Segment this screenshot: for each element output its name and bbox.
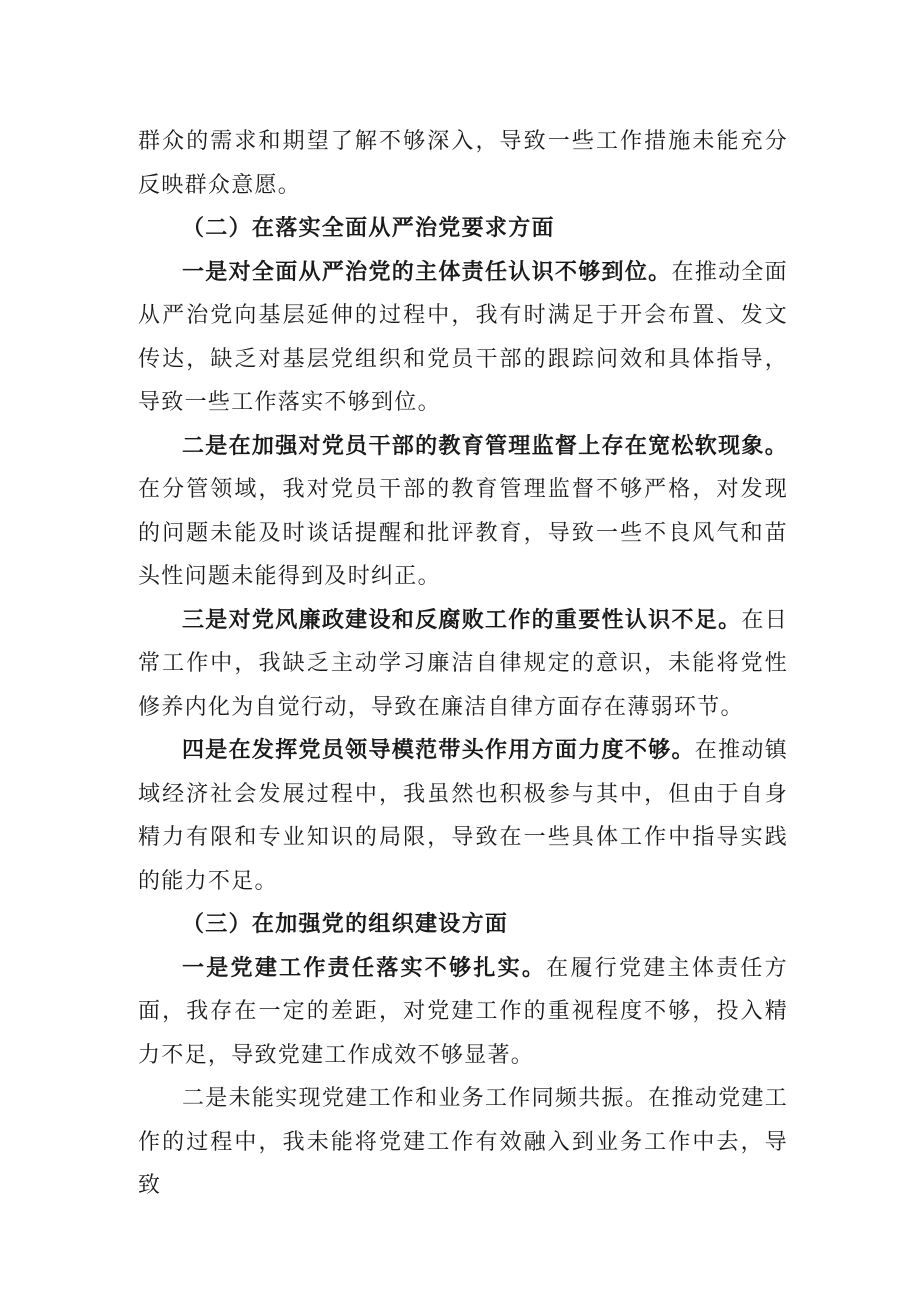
paragraph-lead: 四是在发挥党员领导模范带头作用方面力度不够。 [182,737,695,763]
paragraph-lead: 一是对全面从严治党的主体责任认识不够到位。 [182,258,672,285]
section-heading-2: （二）在落实全面从严治党要求方面 [182,215,555,241]
paragraph-item-3 [138,599,788,730]
paragraph-text: 在推动全面从严治党向基层延伸的过程中，我有时满足于开会布置、发文传达，缺乏对基层党组织和党员干部的跟踪问效和具体指导，导致一些工作落实不够到位。 [138,259,788,415]
paragraph-item-2 [138,425,788,599]
paragraph-text: 在日常工作中，我缺乏主动学习廉洁自律规定的意识，未能将党性修养内化为自觉行动，导致在廉洁自律方面存在薄弱环节。 [138,607,788,720]
paragraph-lead: 三是对党风廉政建设和反腐败工作的重要性认识不足。 [182,606,742,633]
paragraph-continuation: 群众的需求和期望了解不够深入，导致一些工作措施未能充分反映群众意愿。 [138,129,788,198]
document-body [138,120,788,1208]
paragraph-text: 在分管领域，我对党员干部的教育管理监督不够严格，对发现的问题未能及时谈话提醒和批评教育，导致一些不良风气和苗头性问题未能得到及时纠正。 [138,477,788,589]
paragraph-text: 在推动镇域经济社会发展过程中，我虽然也积极参与其中，但由于自身精力有限和专业知识的局限，导致在一些具体工作中指导实践的能力不足。 [138,738,789,894]
paragraph-item-6: 二是未能实现党建工作和业务工作同频共振。在推动党建工作的过程中，我未能将党建工作有效融入到业务工作中去，导致 [138,1086,788,1198]
paragraph-text: 在履行党建主体责任方面，我存在一定的差距，对党建工作的重视程度不够，投入精力不足，导致党建工作成效不够显著。 [138,955,788,1068]
paragraph-item-5 [138,947,788,1078]
paragraph-lead: 二是在加强对党员干部的教育管理监督上存在宽松软现象。 [182,432,788,459]
paragraph-item-4 [138,729,788,903]
paragraph-item-1 [138,251,788,425]
paragraph-lead: 一是党建工作责任落实不够扎实。 [182,954,547,981]
section-heading-3: （三）在加强党的组织建设方面 [182,911,509,937]
